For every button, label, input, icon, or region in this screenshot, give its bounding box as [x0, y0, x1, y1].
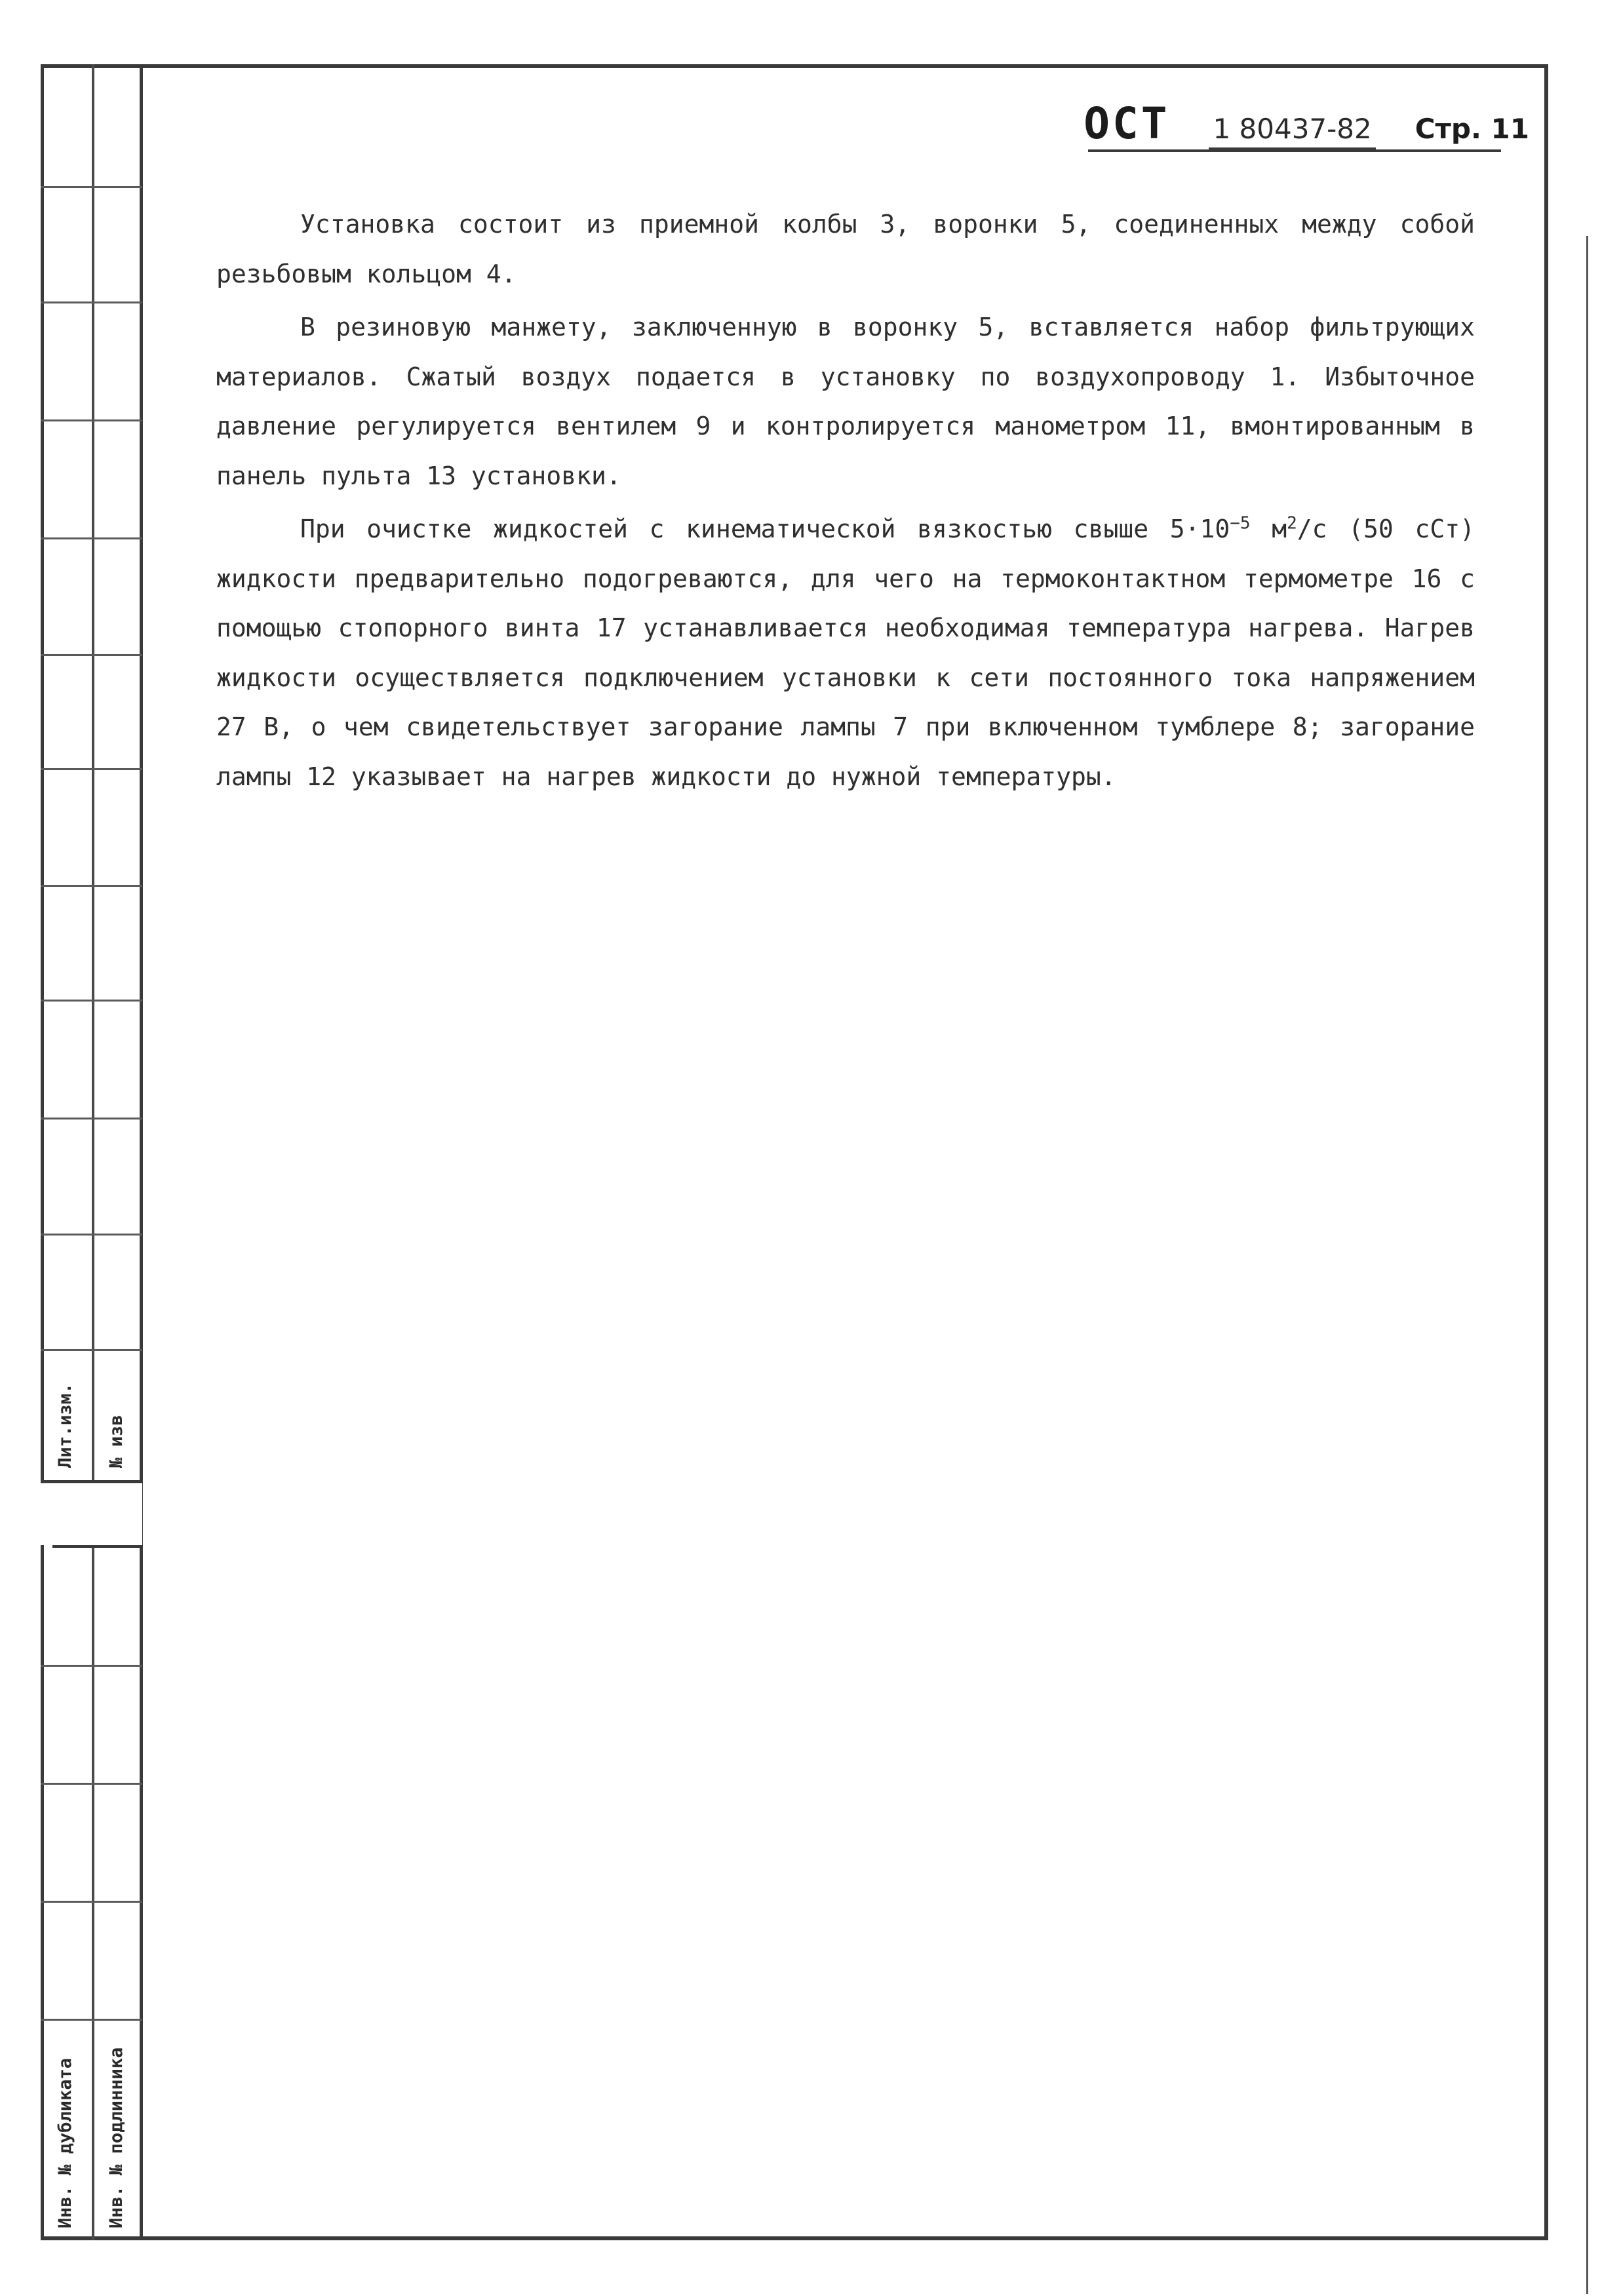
frame-top-border	[41, 64, 1548, 68]
side-stamp-gap	[41, 1483, 142, 1545]
frame-right-border	[1544, 64, 1548, 2240]
side-column-divider-lower	[92, 1547, 94, 2240]
side-row-line	[41, 302, 142, 303]
frame-bottom-border	[41, 2236, 1548, 2240]
side-row-line	[41, 2019, 142, 2021]
side-label-no-izv: № изв	[106, 1414, 127, 1468]
side-row-line	[41, 186, 142, 188]
side-row-line	[41, 1349, 142, 1351]
side-label-inv-no-podlinnika: Инв. № подлинника	[106, 2047, 127, 2228]
page-header	[1084, 98, 1529, 149]
side-label-lit-izm: Лит.изм.	[55, 1382, 75, 1468]
exponent: −5	[1230, 513, 1251, 534]
paragraph: В резиновую манжету, заключенную в воронку 5, вставляется набор фильтрующих материалов. Сжатый воздух подается в установку по воздухопроводу 1. Избыточное давление регулируется вентилем 9 и контролируется манометром 11, вмонтированным в панель пульта 13 установки.	[216, 313, 1475, 490]
frame-inner-left-border	[140, 64, 143, 2240]
side-row-line	[41, 885, 142, 887]
standard-code: ОСТ	[1084, 98, 1170, 149]
side-row-line	[41, 1665, 142, 1667]
side-row-line	[41, 1480, 142, 1483]
side-row-line	[41, 1000, 142, 1002]
page-right-edge	[1586, 236, 1588, 2294]
paragraph-text: /с (50 сСт) жидкости предварительно подогреваются, для чего на термоконтактном термометре 16 с помощью стопорного винта 17 устанавливается необходимая температура нагрева. Нагрев жидкости осуществляется подключением установки к сети постоянного тока напряжением 27 В, о чем свидетельствует загорание лампы 7 при включенном тумблере 8; загорание лампы 12 указывает на нагрев жидкости до нужной температуры.	[216, 515, 1475, 791]
paragraph-text: При очистке жидкостей с кинематической вязкостью свыше 5·10	[300, 515, 1230, 543]
side-row-line	[41, 768, 142, 770]
side-row-line	[41, 1783, 142, 1785]
side-row-line	[52, 1545, 142, 1548]
paragraph-text: м	[1250, 515, 1287, 543]
paragraph: Установка состоит из приемной колбы 3, воронки 5, соединенных между собой резьбовым кольцом 4.	[216, 210, 1475, 288]
paragraph	[216, 505, 1475, 802]
side-row-line	[41, 1234, 142, 1236]
side-row-line	[41, 1901, 142, 1903]
header-underline	[1088, 149, 1501, 152]
side-row-line	[41, 419, 142, 421]
side-row-line	[41, 537, 142, 539]
side-row-line	[41, 1118, 142, 1119]
side-column-divider-upper	[92, 64, 94, 1480]
exponent: 2	[1287, 513, 1297, 534]
frame-left-border	[41, 64, 44, 2240]
body-text	[216, 200, 1475, 802]
page-number: Стр. 11	[1415, 113, 1529, 145]
side-row-line	[41, 654, 142, 656]
side-label-inv-no-dublikata: Инв. № дубликата	[55, 2057, 75, 2228]
standard-number: 1 80437-82	[1209, 113, 1375, 149]
